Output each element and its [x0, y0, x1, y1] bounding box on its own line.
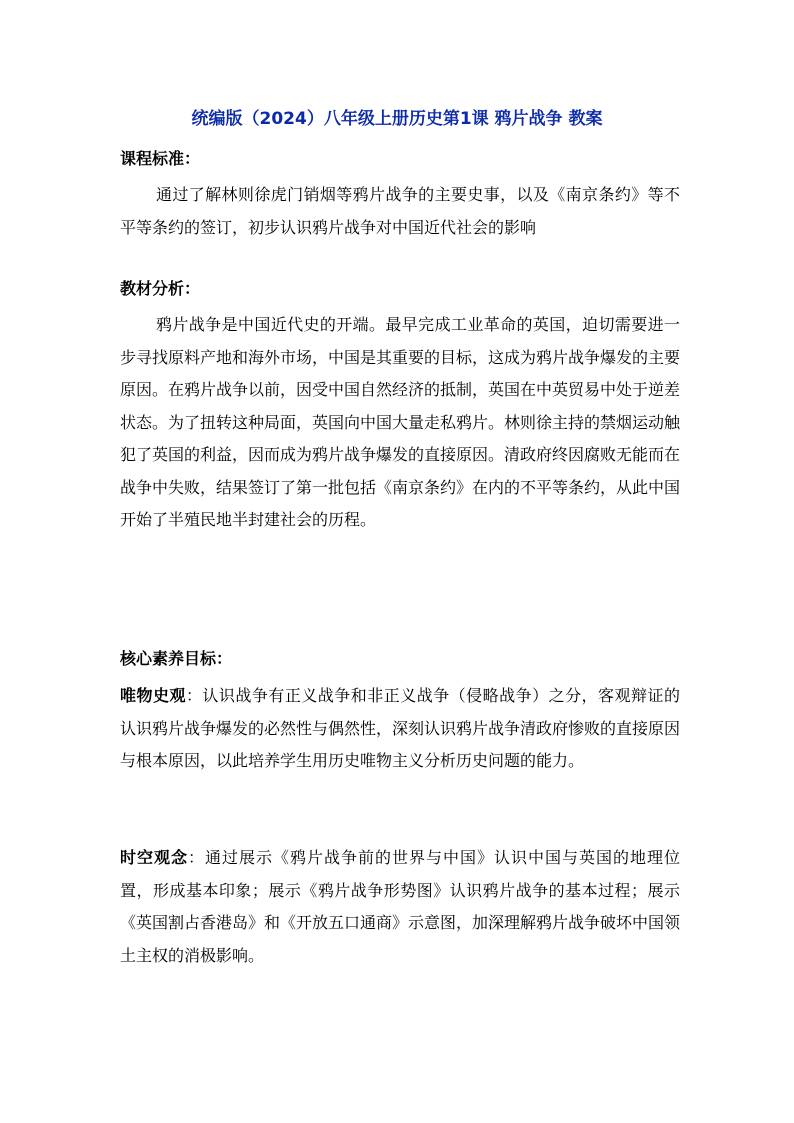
paragraph-curriculum-standard: 通过了解林则徐虎门销烟等鸦片战争的主要史事，以及《南京条约》等不平等条约的签订，初步认识鸦片战争对中国近代社会的影响: [120, 185, 680, 237]
paragraph-historical-materialism: [120, 680, 680, 778]
lead-historical-materialism: 唯物史观: [120, 686, 186, 705]
paragraph-material-analysis: 鸦片战争是中国近代史的开端。最早完成工业革命的英国，迫切需要进一步寻找原料产地和海外市场，中国是其重要的目标，这成为鸦片战争爆发的主要原因。在鸦片战争以前，因受中国自然经济的抵制，英国在中英贸易中处于逆差状态。为了扭转这种局面，英国向中国大量走私鸦片。林则徐主持的禁烟运动触犯了英国的利益，因而成为鸦片战争爆发的直接原因。清政府终因腐败无能而在战争中失败，结果签订了第一批包括《南京条约》在内的不平等条约，从此中国开始了半殖民地半封建社会的历程。: [120, 315, 681, 529]
heading-material-analysis: 教材分析：: [120, 279, 201, 298]
paragraph-spatiotemporal-concept: [120, 842, 680, 972]
lead-spatiotemporal-concept: 时空观念: [120, 848, 188, 867]
document-title: 统编版（2024）八年级上册历史第1课 鸦片战争 教案: [191, 109, 603, 129]
text-spatiotemporal-concept: ：通过展示《鸦片战争前的世界与中国》认识中国与英国的地理位置，形成基本印象；展示《鸦片战争形势图》认识鸦片战争的基本过程；展示《英国割占香港岛》和《开放五口通商》示意图，加深理解鸦片战争破坏中国领土主权的消极影响。: [120, 848, 681, 965]
heading-core-literacy-goals: 核心素养目标：: [120, 649, 233, 668]
heading-curriculum-standard: 课程标准：: [120, 149, 201, 168]
text-historical-materialism: ：认识战争有正义战争和非正义战争（侵略战争）之分，客观辩证的认识鸦片战争爆发的必然性与偶然性，深刻认识鸦片战争清政府惨败的直接原因与根本原因，以此培养学生用历史唯物主义分析历史问题的能力。: [120, 686, 681, 770]
